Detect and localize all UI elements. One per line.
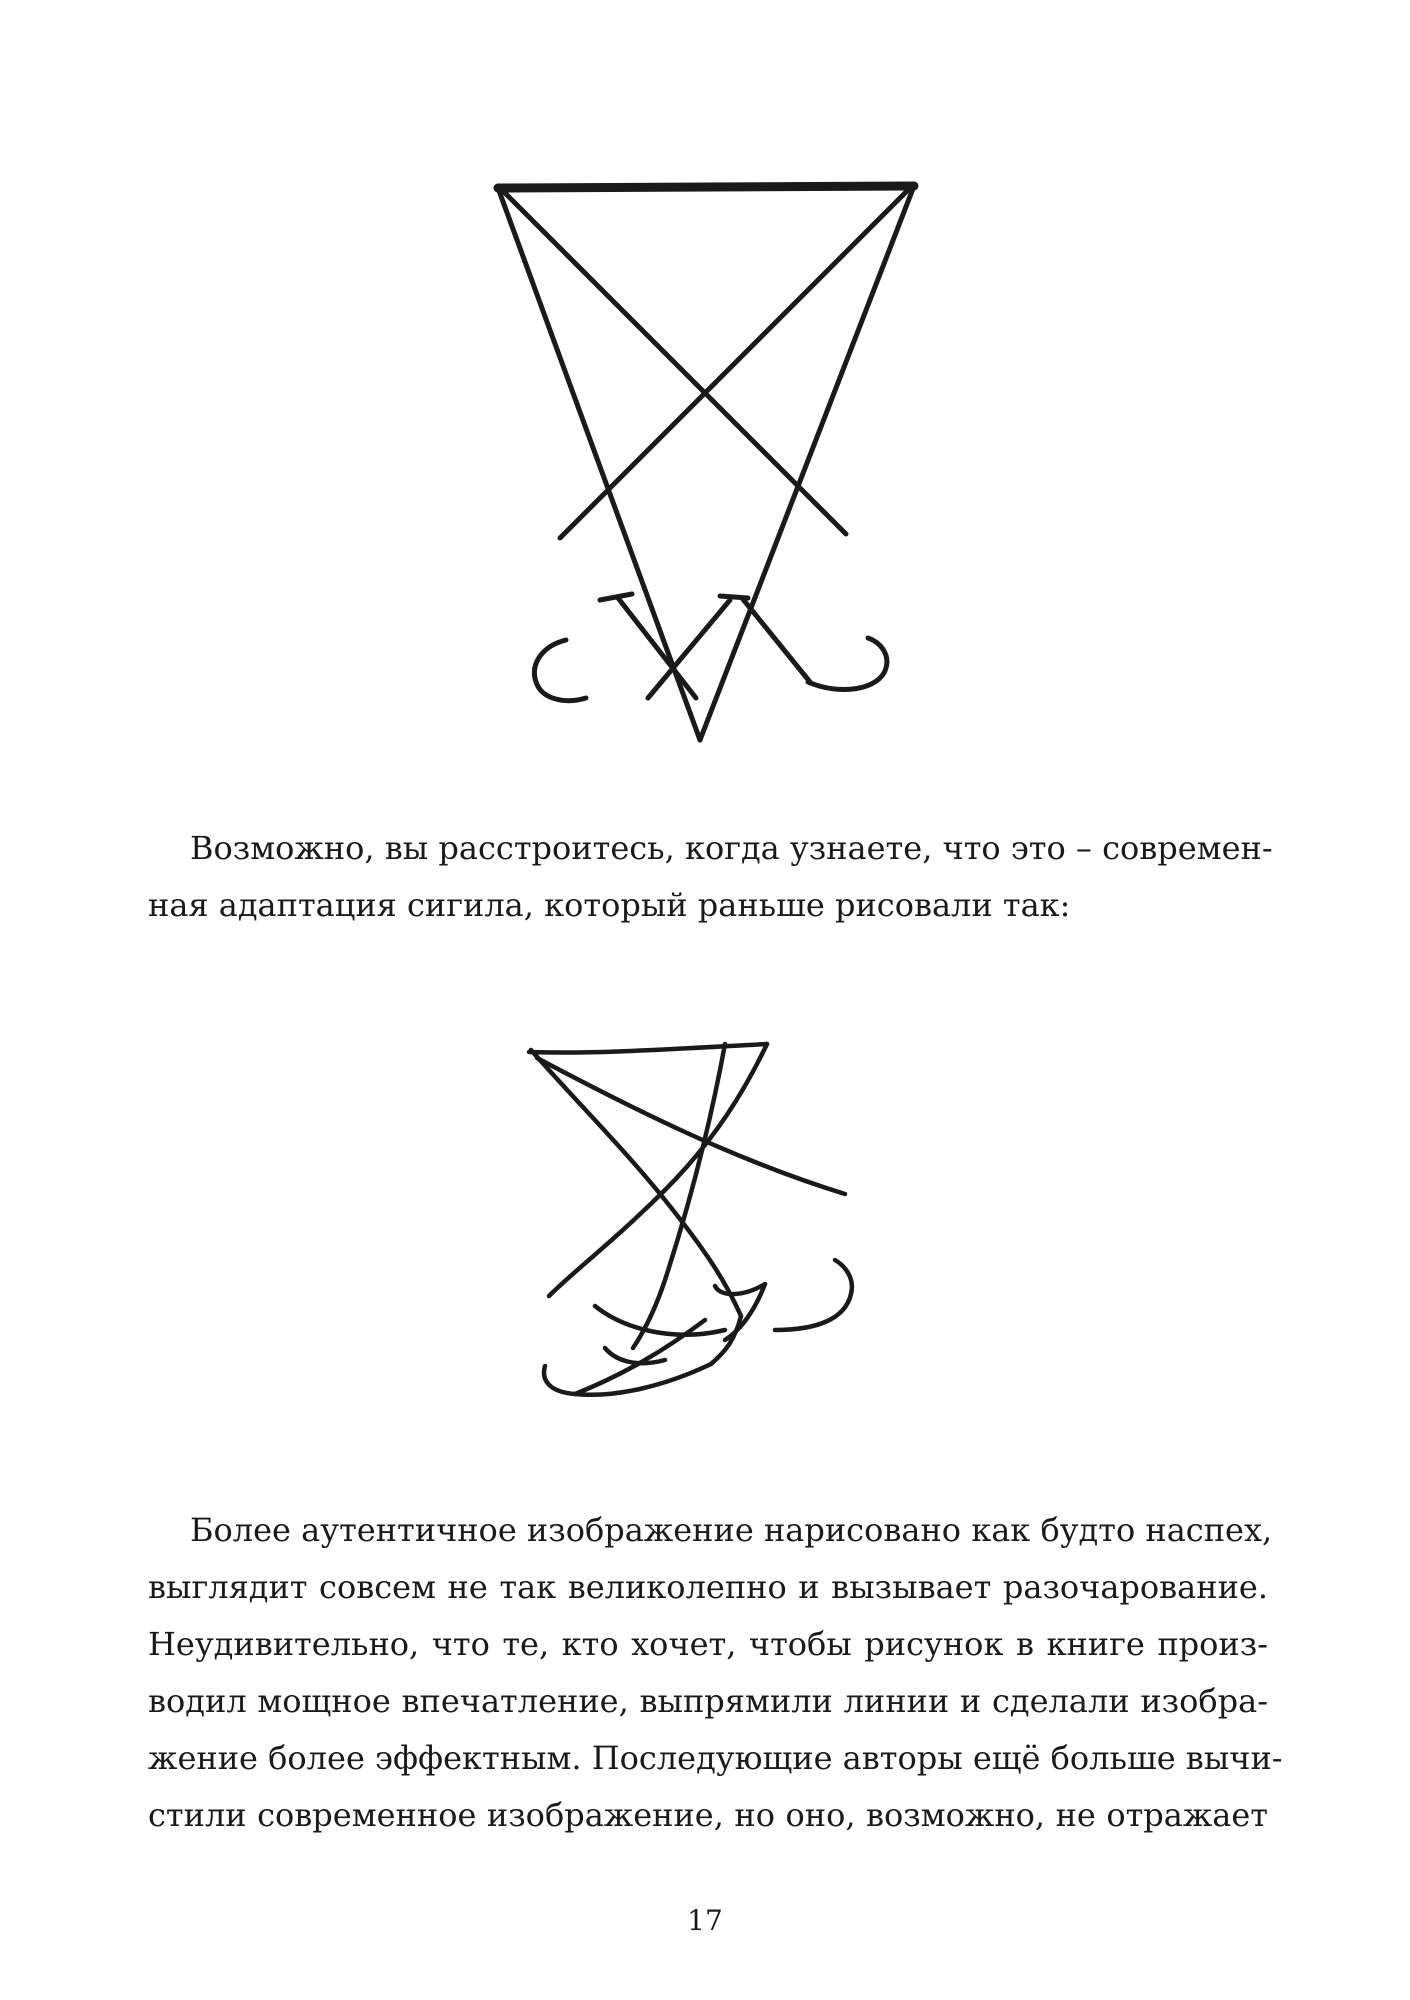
modern-sigil-illustration <box>480 170 920 750</box>
paragraph-line: водил мощное впечатление, выпрямили линии и сделали изобра- <box>148 1682 1268 1720</box>
paragraph-intro <box>148 820 1273 934</box>
paragraph-line: жение более эффектным. Последующие авторы ещё больше вычи- <box>148 1739 1283 1777</box>
handdrawn-sigil-illustration <box>515 1030 895 1405</box>
paragraph-line: ная адаптация сигила, который раньше рисовали так: <box>148 886 1071 924</box>
paragraph-main <box>148 1502 1283 1844</box>
paragraph-line: стили современное изображение, но оно, возможно, не отражает <box>148 1796 1268 1834</box>
page-number: 17 <box>687 1904 723 1937</box>
paragraph-line: Неудивительно, что те, кто хочет, чтобы рисунок в книге произ- <box>148 1625 1268 1663</box>
modern-sigil-graphic <box>480 170 920 750</box>
paragraph-line: Более аутентичное изображение нарисовано как будто наспех, <box>190 1511 1273 1549</box>
handdrawn-sigil-graphic <box>515 1030 895 1405</box>
paragraph-line: Возможно, вы расстроитесь, когда узнаете, что это – современ- <box>190 829 1273 867</box>
paragraph-line: выглядит совсем не так великолепно и вызывает разочарование. <box>148 1568 1268 1606</box>
